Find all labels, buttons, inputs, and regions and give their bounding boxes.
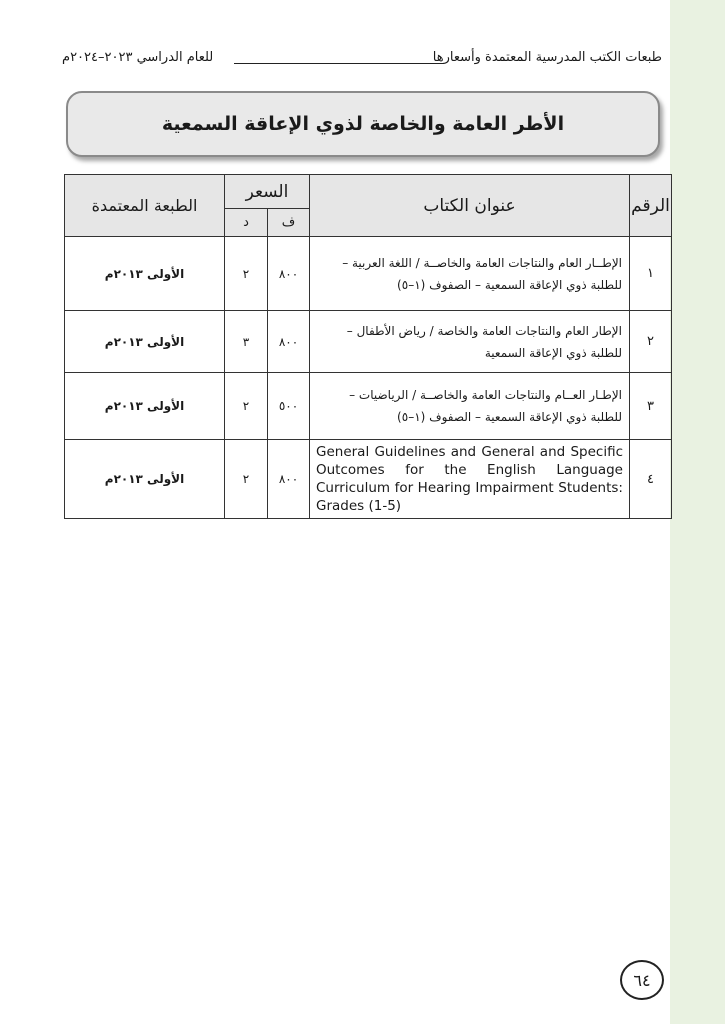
row-book-title: الإطار العام والنتاجات العامة والخاصة / رياض الأطفال – للطلبة ذوي الإعاقة السمعية bbox=[310, 311, 630, 373]
row-price-dinar: ٢ bbox=[225, 237, 268, 311]
header-rule bbox=[234, 63, 444, 64]
section-title: الأطر العامة والخاصة لذوي الإعاقة السمعية bbox=[161, 113, 565, 135]
header-year: للعام الدراسي ٢٠٢٣–٢٠٢٤م bbox=[62, 50, 214, 65]
row-edition: الأولى ٢٠١٣م bbox=[65, 373, 225, 440]
row-price-dinar: ٣ bbox=[225, 311, 268, 373]
row-book-title: General Guidelines and General and Specific Outcomes for the English Language Curriculum for Hearing Impairment Students: Grades (1-5) bbox=[310, 440, 630, 519]
row-edition: الأولى ٢٠١٣م bbox=[65, 440, 225, 519]
page-number: ٦٤ bbox=[633, 970, 651, 990]
header-price-dinar: د bbox=[225, 209, 268, 237]
row-book-title: الإطـار العــام والنتاجات العامة والخاصــة / الرياضيات – للطلبة ذوي الإعاقة السمعية – الصفوف (١–٥) bbox=[310, 373, 630, 440]
row-edition: الأولى ٢٠١٣م bbox=[65, 237, 225, 311]
row-price-dinar: ٢ bbox=[225, 373, 268, 440]
row-price-dinar: ٢ bbox=[225, 440, 268, 519]
row-price-fils: ٥٠٠ bbox=[268, 373, 310, 440]
row-number: ٣ bbox=[630, 373, 672, 440]
row-price-fils: ٨٠٠ bbox=[268, 311, 310, 373]
page-number-badge bbox=[620, 960, 664, 1000]
row-price-fils: ٨٠٠ bbox=[268, 440, 310, 519]
section-title-box bbox=[66, 91, 660, 157]
row-book-title: الإطــار العام والنتاجات العامة والخاصــة / اللغة العربية – للطلبة ذوي الإعاقة السمعية – الصفوف (١–٥) bbox=[310, 237, 630, 311]
header-title: طبعات الكتب المدرسية المعتمدة وأسعارها bbox=[432, 50, 662, 65]
header-number: الرقم bbox=[630, 175, 672, 237]
side-margin-strip bbox=[670, 0, 725, 1024]
row-number: ٢ bbox=[630, 311, 672, 373]
table-row bbox=[65, 373, 672, 440]
header-price-fils: ف bbox=[268, 209, 310, 237]
table-row bbox=[65, 311, 672, 373]
header-edition: الطبعة المعتمدة bbox=[65, 175, 225, 237]
table-row bbox=[65, 440, 672, 519]
row-number: ٤ bbox=[630, 440, 672, 519]
table-row bbox=[65, 237, 672, 311]
row-number: ١ bbox=[630, 237, 672, 311]
header-price: السعر bbox=[225, 175, 310, 209]
row-edition: الأولى ٢٠١٣م bbox=[65, 311, 225, 373]
header-book-title: عنوان الكتاب bbox=[310, 175, 630, 237]
running-header bbox=[62, 50, 662, 72]
books-table bbox=[64, 174, 672, 519]
row-price-fils: ٨٠٠ bbox=[268, 237, 310, 311]
